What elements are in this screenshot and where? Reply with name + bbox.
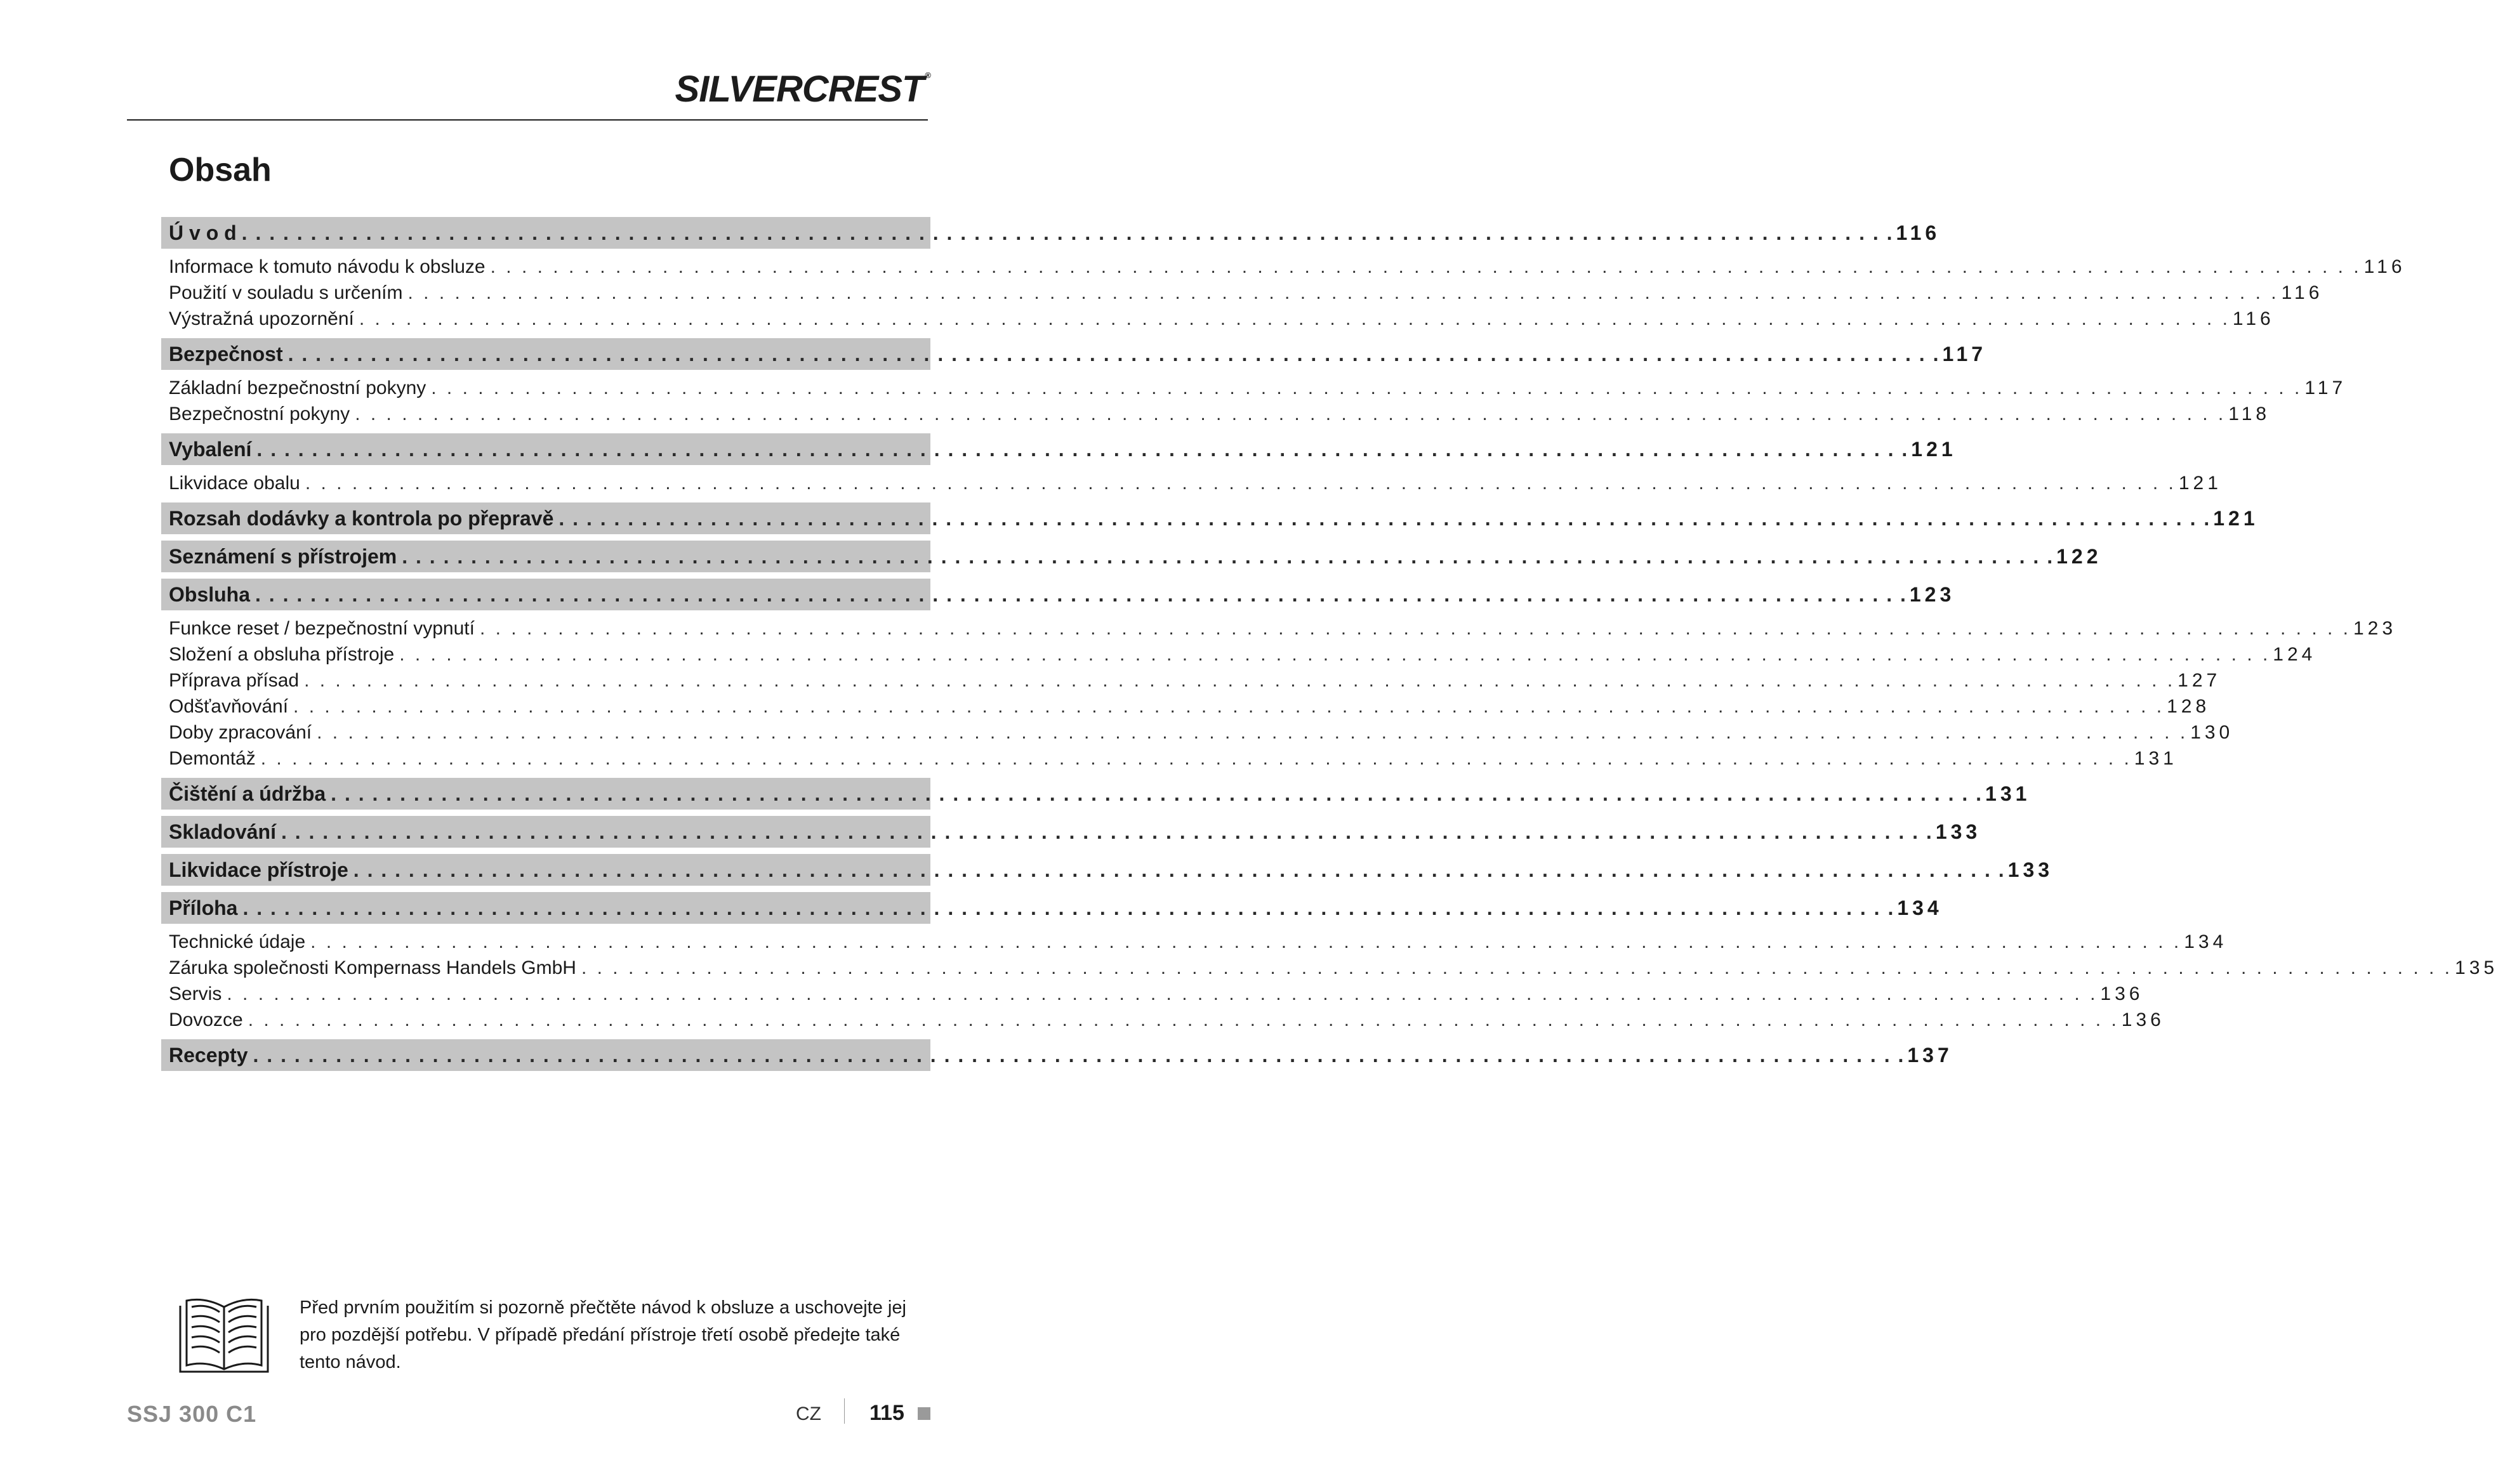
toc-section [161, 338, 1987, 370]
toc-page-number: 121 [2178, 472, 2222, 494]
toc-page-number: 123 [1909, 582, 1955, 606]
toc-label: Bezpečnostní pokyny [169, 403, 350, 424]
toc-page-number: 137 [1907, 1043, 1953, 1067]
toc-dot-leader: . . . . . . . . . . . . . . . . . . . . . . . . . . . . . . . . . . . . . . . . . . . . . . . . . . . . . . . . . . . . . . . . . . . . . . . . . . . . . . . . . . . . . . . . . . . . . . . . . . . . . . . . . . . . . . . . . . . . . . . . [402, 544, 2054, 568]
toc-page-number: 133 [1935, 820, 1981, 843]
toc-label: Technické údaje [169, 931, 306, 952]
toc-entry [161, 719, 2234, 745]
toc-label: Odšťavňování [169, 695, 289, 717]
footer-divider [844, 1398, 845, 1424]
toc-label: Záruka společnosti Kompernass Handels GmbH [169, 957, 576, 978]
toc-dot-leader: . . . . . . . . . . . . . . . . . . . . . . . . . . . . . . . . . . . . . . . . . . . . . . . . . . . . . . . . . . . . . . . . . . . . . . . . . . . . . . . . . . . . . . . . . . . . . . . . . . . . . . . . . . . . . . . . . . . . . . . . [558, 506, 2211, 530]
toc-label: Dovozce [169, 1009, 243, 1030]
toc-entry [161, 981, 2144, 1007]
toc-page-number: 121 [1911, 437, 1957, 461]
toc-dot-leader: . . . . . . . . . . . . . . . . . . . . . . . . . . . . . . . . . . . . . . . . . . . . . . . . . . . . . . . . . . . . . . . . . . . . . . . . . . . . . . . . . . . . . . . . . . . . . . . . . . . . . . . . . . . . . . . . . . . . . . . . [281, 820, 1933, 843]
toc-dot-leader: . . . . . . . . . . . . . . . . . . . . . . . . . . . . . . . . . . . . . . . . . . . . . . . . . . . . . . . . . . . . . . . . . . . . . . . . . . . . . . . . . . . . . . . . . . . . . . . . . . . . . . . . . . . . . . . . . . . . . . . . [317, 721, 2188, 743]
toc-page-number: 116 [2363, 256, 2406, 277]
toc-label: Skladování [169, 820, 276, 843]
toc-section [161, 433, 1957, 465]
toc-label: Složení a obsluha přístroje [169, 643, 395, 665]
toc-label: Základní bezpečnostní pokyny [169, 377, 426, 398]
toc-label: Servis [169, 983, 222, 1004]
toc-entry [161, 306, 2275, 332]
toc-entry [161, 470, 2222, 496]
toc-dot-leader: . . . . . . . . . . . . . . . . . . . . . . . . . . . . . . . . . . . . . . . . . . . . . . . . . . . . . . . . . . . . . . . . . . . . . . . . . . . . . . . . . . . . . . . . . . . . . . . . . . . . . . . . . . . . . . . . . . . . . . . . [310, 931, 2182, 952]
toc-section [161, 816, 1981, 848]
toc-label: Informace k tomuto návodu k obsluze [169, 256, 486, 277]
toc-entry [161, 401, 2271, 427]
toc-section [161, 502, 2259, 534]
toc-entry [161, 1007, 2165, 1033]
toc-dot-leader: . . . . . . . . . . . . . . . . . . . . . . . . . . . . . . . . . . . . . . . . . . . . . . . . . . . . . . . . . . . . . . . . . . . . . . . . . . . . . . . . . . . . . . . . . . . . . . . . . . . . . . . . . . . . . . . . . . . . . . . . [407, 282, 2279, 303]
toc-entry [161, 667, 2221, 693]
toc-dot-leader: . . . . . . . . . . . . . . . . . . . . . . . . . . . . . . . . . . . . . . . . . . . . . . . . . . . . . . . . . . . . . . . . . . . . . . . . . . . . . . . . . . . . . . . . . . . . . . . . . . . . . . . . . . . . . . . . . . . . . . . . [359, 308, 2230, 329]
footer-language: CZ [796, 1403, 821, 1424]
toc-entry [161, 929, 2228, 955]
toc-dot-leader: . . . . . . . . . . . . . . . . . . . . . . . . . . . . . . . . . . . . . . . . . . . . . . . . . . . . . . . . . . . . . . . . . . . . . . . . . . . . . . . . . . . . . . . . . . . . . . . . . . . . . . . . . . . . . . . . . . . . . . . . [227, 983, 2098, 1004]
toc-dot-leader: . . . . . . . . . . . . . . . . . . . . . . . . . . . . . . . . . . . . . . . . . . . . . . . . . . . . . . . . . . . . . . . . . . . . . . . . . . . . . . . . . . . . . . . . . . . . . . . . . . . . . . . . . . . . . . . . . . . . . . . . [253, 1043, 1905, 1067]
toc-section [161, 1039, 1953, 1071]
toc-page-number: 123 [2353, 617, 2397, 639]
toc-page-number: 128 [2167, 695, 2211, 717]
toc-section [161, 579, 1955, 610]
toc-page-number: 116 [2281, 282, 2323, 303]
toc-section [161, 854, 2054, 886]
registered-mark: ® [925, 70, 930, 80]
toc-dot-leader: . . . . . . . . . . . . . . . . . . . . . . . . . . . . . . . . . . . . . . . . . . . . . . . . . . . . . . . . . . . . . . . . . . . . . . . . . . . . . . . . . . . . . . . . . . . . . . . . . . . . . . . . . . . . . . . . . . . . . . . . [248, 1009, 2119, 1030]
toc-section [161, 541, 2102, 572]
toc-page-number: 116 [1896, 221, 1941, 244]
toc-label: Vybalení [169, 437, 252, 461]
toc-page-number: 135 [2455, 957, 2498, 978]
toc-entry [161, 641, 2316, 667]
header-rule [127, 119, 928, 121]
toc-section [161, 778, 2031, 810]
read-manual-notice [176, 1294, 932, 1377]
toc-entry [161, 375, 2347, 401]
toc-dot-leader: . . . . . . . . . . . . . . . . . . . . . . . . . . . . . . . . . . . . . . . . . . . . . . . . . . . . . . . . . . . . . . . . . . . . . . . . . . . . . . . . . . . . . . . . . . . . . . . . . . . . . . . . . . . . . . . . . . . . . . . . [355, 403, 2226, 424]
toc-dot-leader: . . . . . . . . . . . . . . . . . . . . . . . . . . . . . . . . . . . . . . . . . . . . . . . . . . . . . . . . . . . . . . . . . . . . . . . . . . . . . . . . . . . . . . . . . . . . . . . . . . . . . . . . . . . . . . . . . . . . . . . . [490, 256, 2362, 277]
toc-entry [161, 254, 2406, 280]
toc-dot-leader: . . . . . . . . . . . . . . . . . . . . . . . . . . . . . . . . . . . . . . . . . . . . . . . . . . . . . . . . . . . . . . . . . . . . . . . . . . . . . . . . . . . . . . . . . . . . . . . . . . . . . . . . . . . . . . . . . . . . . . . . [331, 782, 1983, 805]
toc-page-number: 136 [2100, 983, 2144, 1004]
toc-dot-leader: . . . . . . . . . . . . . . . . . . . . . . . . . . . . . . . . . . . . . . . . . . . . . . . . . . . . . . . . . . . . . . . . . . . . . . . . . . . . . . . . . . . . . . . . . . . . . . . . . . . . . . . . . . . . . . . . . . . . . . . . [399, 643, 2271, 665]
toc-entry [161, 693, 2211, 719]
toc-label: Bezpečnost [169, 342, 283, 365]
toc-dot-leader: . . . . . . . . . . . . . . . . . . . . . . . . . . . . . . . . . . . . . . . . . . . . . . . . . . . . . . . . . . . . . . . . . . . . . . . . . . . . . . . . . . . . . . . . . . . . . . . . . . . . . . . . . . . . . . . . . . . . . . . . [293, 695, 2165, 717]
toc-section [161, 217, 1941, 249]
toc-label: Ú v o d [169, 221, 237, 244]
toc-label: Funkce reset / bezpečnostní vypnutí [169, 617, 475, 639]
brand-logo: SILVERCREST ® [675, 69, 930, 110]
toc-dot-leader: . . . . . . . . . . . . . . . . . . . . . . . . . . . . . . . . . . . . . . . . . . . . . . . . . . . . . . . . . . . . . . . . . . . . . . . . . . . . . . . . . . . . . . . . . . . . . . . . . . . . . . . . . . . . . . . . . . . . . . . . [256, 437, 1909, 461]
toc-page-number: 136 [2121, 1009, 2165, 1030]
toc-page-number: 127 [2177, 669, 2221, 691]
toc-label: Recepty [169, 1043, 248, 1067]
toc-page-number: 131 [2134, 747, 2177, 769]
toc-dot-leader: . . . . . . . . . . . . . . . . . . . . . . . . . . . . . . . . . . . . . . . . . . . . . . . . . . . . . . . . . . . . . . . . . . . . . . . . . . . . . . . . . . . . . . . . . . . . . . . . . . . . . . . . . . . . . . . . . . . . . . . . [255, 582, 1907, 606]
toc-dot-leader: . . . . . . . . . . . . . . . . . . . . . . . . . . . . . . . . . . . . . . . . . . . . . . . . . . . . . . . . . . . . . . . . . . . . . . . . . . . . . . . . . . . . . . . . . . . . . . . . . . . . . . . . . . . . . . . . . . . . . . . . [581, 957, 2453, 978]
toc-page-number: 130 [2190, 721, 2234, 743]
toc-dot-leader: . . . . . . . . . . . . . . . . . . . . . . . . . . . . . . . . . . . . . . . . . . . . . . . . . . . . . . . . . . . . . . . . . . . . . . . . . . . . . . . . . . . . . . . . . . . . . . . . . . . . . . . . . . . . . . . . . . . . . . . . [260, 747, 2132, 769]
toc-label: Čištění a údržba [169, 782, 326, 805]
table-of-contents [161, 217, 2498, 1076]
toc-entry [161, 615, 2397, 641]
toc-dot-leader: . . . . . . . . . . . . . . . . . . . . . . . . . . . . . . . . . . . . . . . . . . . . . . . . . . . . . . . . . . . . . . . . . . . . . . . . . . . . . . . . . . . . . . . . . . . . . . . . . . . . . . . . . . . . . . . . . . . . . . . . [287, 342, 1940, 365]
toc-page-number: 134 [2184, 931, 2228, 952]
toc-label: Likvidace obalu [169, 472, 300, 494]
toc-page-number: 121 [2213, 506, 2259, 530]
toc-label: Rozsah dodávky a kontrola po přepravě [169, 506, 554, 530]
toc-label: Příloha [169, 896, 238, 919]
toc-page-number: 118 [2228, 403, 2271, 424]
toc-page-number: 124 [2273, 643, 2316, 665]
toc-label: Příprava přísad [169, 669, 300, 691]
notice-text: Před prvním použitím si pozorně přečtěte návod k obsluze a uschovejte jej pro pozdější potřebu. V případě předání přístroje třetí osobě předejte také tento návod. [300, 1297, 906, 1372]
toc-page-number: 116 [2232, 308, 2275, 329]
toc-dot-leader: . . . . . . . . . . . . . . . . . . . . . . . . . . . . . . . . . . . . . . . . . . . . . . . . . . . . . . . . . . . . . . . . . . . . . . . . . . . . . . . . . . . . . . . . . . . . . . . . . . . . . . . . . . . . . . . . . . . . . . . . [353, 858, 2006, 881]
toc-label: Použití v souladu s určením [169, 282, 403, 303]
toc-label: Doby zpracování [169, 721, 312, 743]
toc-dot-leader: . . . . . . . . . . . . . . . . . . . . . . . . . . . . . . . . . . . . . . . . . . . . . . . . . . . . . . . . . . . . . . . . . . . . . . . . . . . . . . . . . . . . . . . . . . . . . . . . . . . . . . . . . . . . . . . . . . . . . . . . [479, 617, 2351, 639]
toc-page-number: 117 [1942, 342, 1987, 365]
footer-square-marker [918, 1407, 930, 1420]
toc-entry [161, 280, 2323, 306]
toc-entry [161, 745, 2177, 772]
toc-label: Obsluha [169, 582, 251, 606]
open-book-icon [176, 1294, 272, 1377]
toc-page-number: 134 [1897, 896, 1943, 919]
toc-page-number: 131 [1985, 782, 2031, 805]
toc-dot-leader: . . . . . . . . . . . . . . . . . . . . . . . . . . . . . . . . . . . . . . . . . . . . . . . . . . . . . . . . . . . . . . . . . . . . . . . . . . . . . . . . . . . . . . . . . . . . . . . . . . . . . . . . . . . . . . . . . . . . . . . . [305, 472, 2176, 494]
toc-page-number: 117 [2304, 377, 2347, 398]
footer-model: SSJ 300 C1 [127, 1401, 257, 1427]
toc-label: Likvidace přístroje [169, 858, 348, 881]
toc-page-number: 133 [2007, 858, 2054, 881]
toc-label: Výstražná upozornění [169, 308, 354, 329]
footer-page-number: 115 [869, 1401, 904, 1425]
toc-dot-leader: . . . . . . . . . . . . . . . . . . . . . . . . . . . . . . . . . . . . . . . . . . . . . . . . . . . . . . . . . . . . . . . . . . . . . . . . . . . . . . . . . . . . . . . . . . . . . . . . . . . . . . . . . . . . . . . . . . . . . . . . [431, 377, 2303, 398]
toc-label: Seznámení s přístrojem [169, 544, 397, 568]
toc-page-number: 122 [2056, 544, 2102, 568]
toc-dot-leader: . . . . . . . . . . . . . . . . . . . . . . . . . . . . . . . . . . . . . . . . . . . . . . . . . . . . . . . . . . . . . . . . . . . . . . . . . . . . . . . . . . . . . . . . . . . . . . . . . . . . . . . . . . . . . . . . . . . . . . . . [304, 669, 2176, 691]
toc-dot-leader: . . . . . . . . . . . . . . . . . . . . . . . . . . . . . . . . . . . . . . . . . . . . . . . . . . . . . . . . . . . . . . . . . . . . . . . . . . . . . . . . . . . . . . . . . . . . . . . . . . . . . . . . . . . . . . . . . . . . . . . . [242, 896, 1895, 919]
toc-entry [161, 955, 2498, 981]
toc-label: Demontáž [169, 747, 256, 769]
toc-section [161, 892, 1943, 924]
toc-dot-leader: . . . . . . . . . . . . . . . . . . . . . . . . . . . . . . . . . . . . . . . . . . . . . . . . . . . . . . . . . . . . . . . . . . . . . . . . . . . . . . . . . . . . . . . . . . . . . . . . . . . . . . . . . . . . . . . . . . . . . . . . [241, 221, 1894, 244]
page-title: Obsah [169, 152, 272, 188]
